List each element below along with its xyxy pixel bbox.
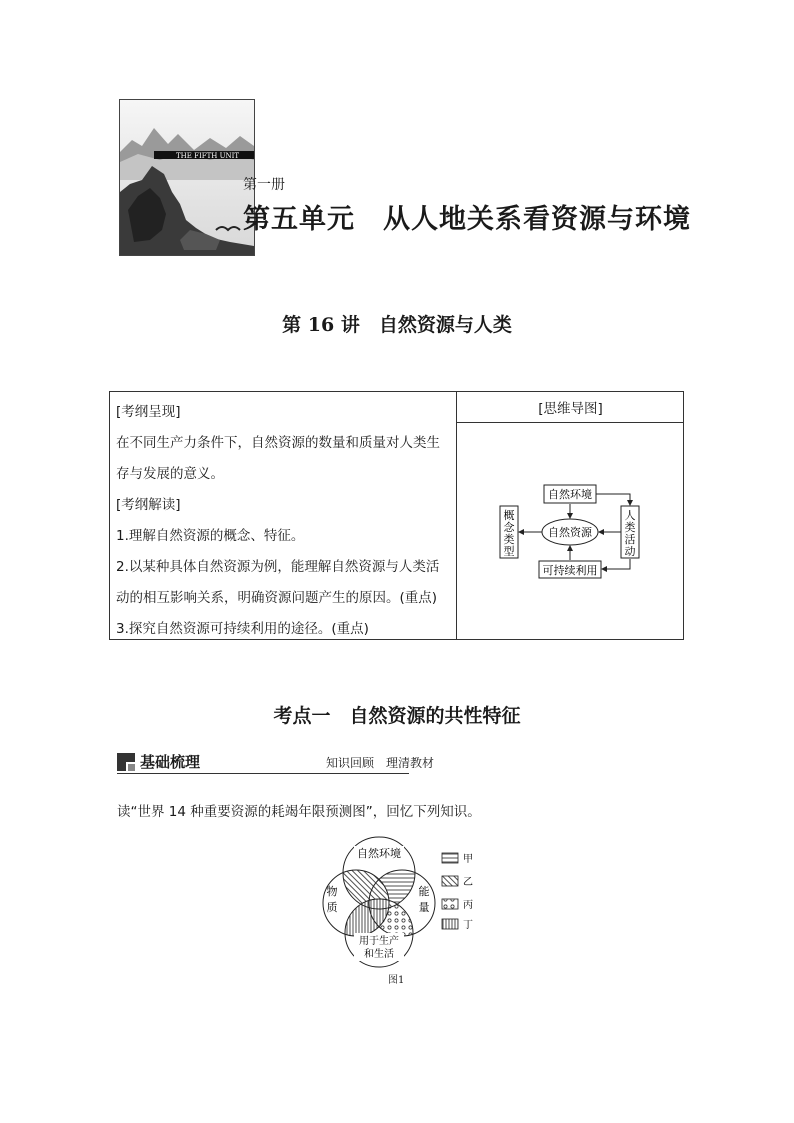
syllabus-line: 动的相互影响关系，明确资源问题产生的原因。(重点) [116, 590, 438, 606]
venn-label-bottom-1: 用于生产 [359, 936, 399, 947]
mindmap-header: [思维导图] [538, 401, 603, 417]
unit-cover-image [119, 99, 255, 256]
syllabus-line: [考纲呈现] [116, 404, 181, 420]
mindmap-bottom-label: 可持续利用 [542, 564, 598, 577]
syllabus-line: 3.探究自然资源可持续利用的途径。(重点) [116, 621, 369, 637]
section-subtitle: 知识回顾 理清教材 [326, 756, 435, 770]
syllabus-line: 2.以某种具体自然资源为例，能理解自然资源与人类活 [116, 559, 440, 575]
table-column-divider [456, 391, 457, 640]
legend-swatch-bing [442, 899, 458, 909]
section-square-icon [117, 753, 135, 771]
legend-label-jia: 甲 [463, 854, 473, 865]
section-underline [117, 773, 409, 774]
mindmap-center-label: 自然资源 [548, 526, 592, 539]
venn-label-bottom-2: 和生活 [364, 949, 394, 960]
syllabus-line: 在不同生产力条件下，自然资源的数量和质量对人类生 [116, 435, 440, 451]
venn-label-right: 能量 [418, 885, 430, 914]
mindmap-top-label: 自然环境 [548, 488, 592, 501]
syllabus-line: [考纲解读] [116, 497, 181, 513]
table-header-divider [457, 422, 684, 423]
section-title: 基础梳理 [140, 753, 201, 771]
mindmap-diagram [497, 480, 647, 580]
venn-label-top: 自然环境 [357, 847, 401, 860]
key-point-title: 考点一 自然资源的共性特征 [273, 705, 521, 727]
intro-text: 读“世界 14 种重要资源的耗竭年限预测图”，回忆下列知识。 [117, 804, 481, 820]
unit-title: 第五单元 从人地关系看资源与环境 [243, 204, 691, 235]
syllabus-line: 存与发展的意义。 [116, 466, 224, 482]
legend-label-bing: 丙 [463, 900, 473, 911]
lecture-title: 第 16 讲 自然资源与人类 [282, 314, 512, 336]
cover-overlay-text: THE FIFTH UNIT [176, 152, 240, 160]
venn-diagram [316, 833, 486, 968]
mindmap-left-label: 概念类型 [503, 509, 515, 558]
legend-swatch-jia [442, 853, 458, 863]
legend-label-yi: 乙 [463, 877, 473, 888]
legend-swatch-yi [442, 876, 458, 886]
legend-swatch-ding [442, 919, 458, 929]
syllabus-content [116, 397, 454, 645]
legend-label-ding: 丁 [463, 920, 473, 931]
venn-label-left: 物质 [326, 885, 338, 914]
syllabus-line: 1.理解自然资源的概念、特征。 [116, 528, 305, 544]
mindmap-right-label: 人类活动 [624, 509, 636, 558]
book-label: 第一册 [243, 177, 285, 193]
figure-caption: 图1 [388, 975, 405, 986]
